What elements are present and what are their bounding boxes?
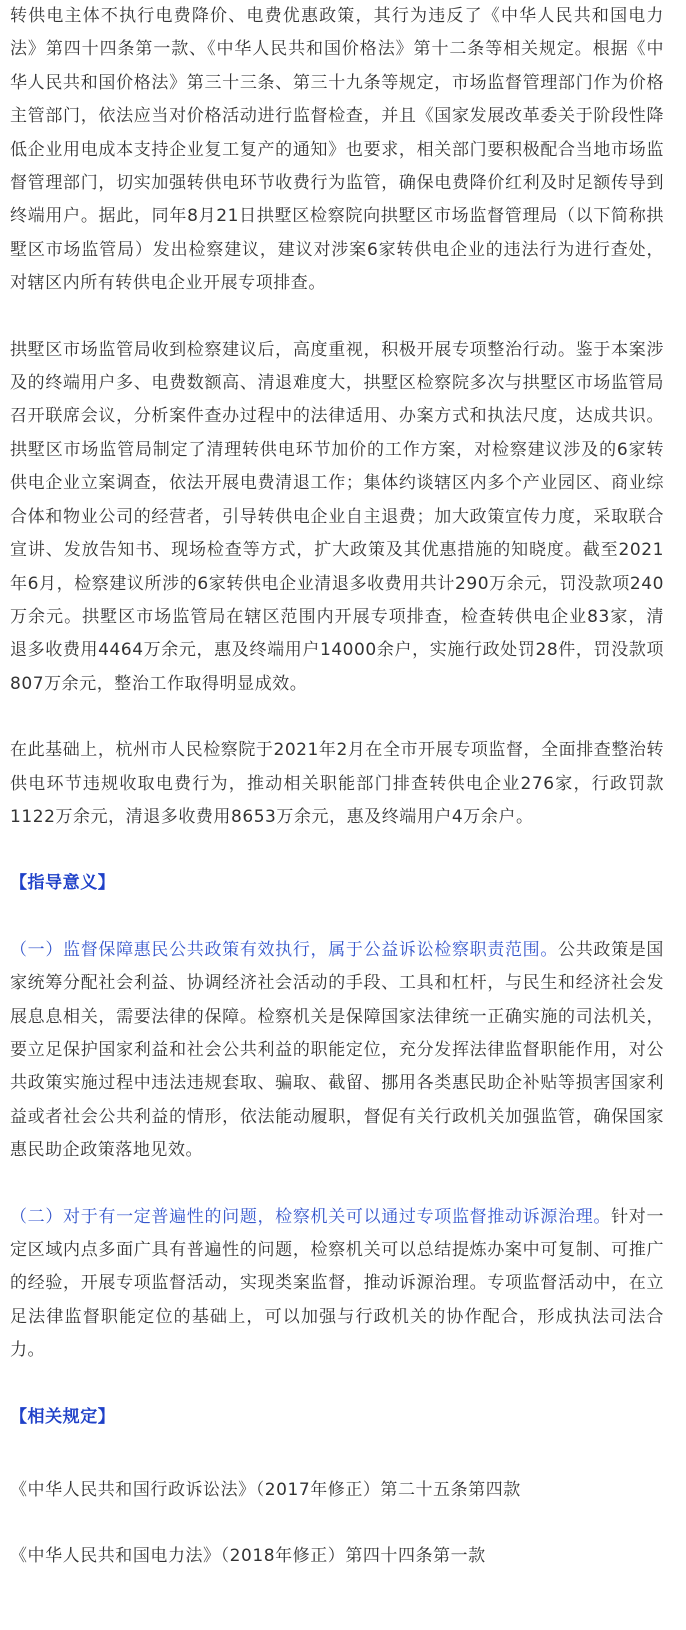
heading-guidance: 【指导意义】: [10, 873, 116, 894]
paragraph-case-analysis: 转供电主体不执行电费降价、电费优惠政策，其行为违反了《中华人民共和国电力法》第四十四条第一款、《中华人民共和国价格法》第十二条等相关规定。根据《中华人民共和国价格法》第三十三条、第三十九条等规定，市场监督管理部门作为价格主管部门，依法应当对价格活动进行监督检查，并且《国家发展改革委关于阶段性降低企业用电成本支持企业复工复产的通知》也要求，相关部门要积极配合当地市场监督管理部门，切实加强转供电环节收费行为监管，确保电费降价红利及时足额传导到终端用户。据此，同年8月21日拱墅区检察院向拱墅区市场监督管理局（以下简称拱墅区市场监管局）发出检察建议，建议对涉案6家转供电企业的违法行为进行查处，对辖区内所有转供电企业开展专项排查。: [10, 6, 664, 294]
law-reference-administrative-litigation: 《中华人民共和国行政诉讼法》（2017年修正）第二十五条第四款: [10, 1480, 521, 1501]
guidance-point-2-lead: （二）对于有一定普遍性的问题，检察机关可以通过专项监督推动诉源治理。: [10, 1206, 612, 1227]
guidance-point-1-body: 公共政策是国家统筹分配社会利益、协调经济社会活动的手段、工具和杠杆，与民生和经济社会发展息息相关，需要法律的保障。检察机关是保障国家法律统一正确实施的司法机关，要立足保护国家利益和社会公共利益的职能定位，充分发挥法律监督职能作用，对公共政策实施过程中违法违规套取、骗取、截留、挪用各类惠民助企补贴等损害国家利益或者社会公共利益的情形，依法能动履职，督促有关行政机关加强监管，确保国家惠民助企政策落地见效。: [10, 939, 664, 1161]
heading-related-rules: 【相关规定】: [10, 1406, 116, 1427]
guidance-point-2-body: 针对一定区域内点多面广具有普遍性的问题，检察机关可以总结提炼办案中可复制、可推广的经验，开展专项监督活动，实现类案监督，推动诉源治理。专项监督活动中，在立足法律监督职能定位的基础上，可以加强与行政机关的协作配合，形成执法司法合力。: [10, 1206, 665, 1361]
guidance-point-2: [10, 1201, 664, 1368]
guidance-point-1: [10, 934, 664, 1168]
guidance-point-1-lead: （一）监督保障惠民公共政策有效执行，属于公益诉讼检察职责范围。: [10, 939, 559, 960]
paragraph-citywide-supervision: 在此基础上，杭州市人民检察院于2021年2月在全市开展专项监督，全面排查整治转供电环节违规收取电费行为，推动相关职能部门排查转供电企业276家，行政罚款1122万余元，清退多收费用8653万余元，惠及终端用户4万余户。: [10, 740, 664, 827]
paragraph-rectification: 拱墅区市场监管局收到检察建议后，高度重视，积极开展专项整治行动。鉴于本案涉及的终端用户多、电费数额高、清退难度大，拱墅区检察院多次与拱墅区市场监管局召开联席会议，分析案件查办过程中的法律适用、办案方式和执法尺度，达成共识。拱墅区市场监管局制定了清理转供电环节加价的工作方案，对检察建议涉及的6家转供电企业立案调查，依法开展电费清退工作；集体约谈辖区内多个产业园区、商业综合体和物业公司的经营者，引导转供电企业自主退费；加大政策宣传力度，采取联合宣讲、发放告知书、现场检查等方式，扩大政策及其优惠措施的知晓度。截至2021年6月，检察建议所涉的6家转供电企业清退多收费用共计290万余元，罚没款项240万余元。拱墅区市场监管局在辖区范围内开展专项排查，检查转供电企业83家，清退多收费用4464万余元，惠及终端用户14000余户，实施行政处罚28件，罚没款项807万余元，整治工作取得明显成效。: [10, 339, 664, 694]
law-reference-electricity: 《中华人民共和国电力法》（2018年修正）第四十四条第一款: [10, 1546, 486, 1567]
